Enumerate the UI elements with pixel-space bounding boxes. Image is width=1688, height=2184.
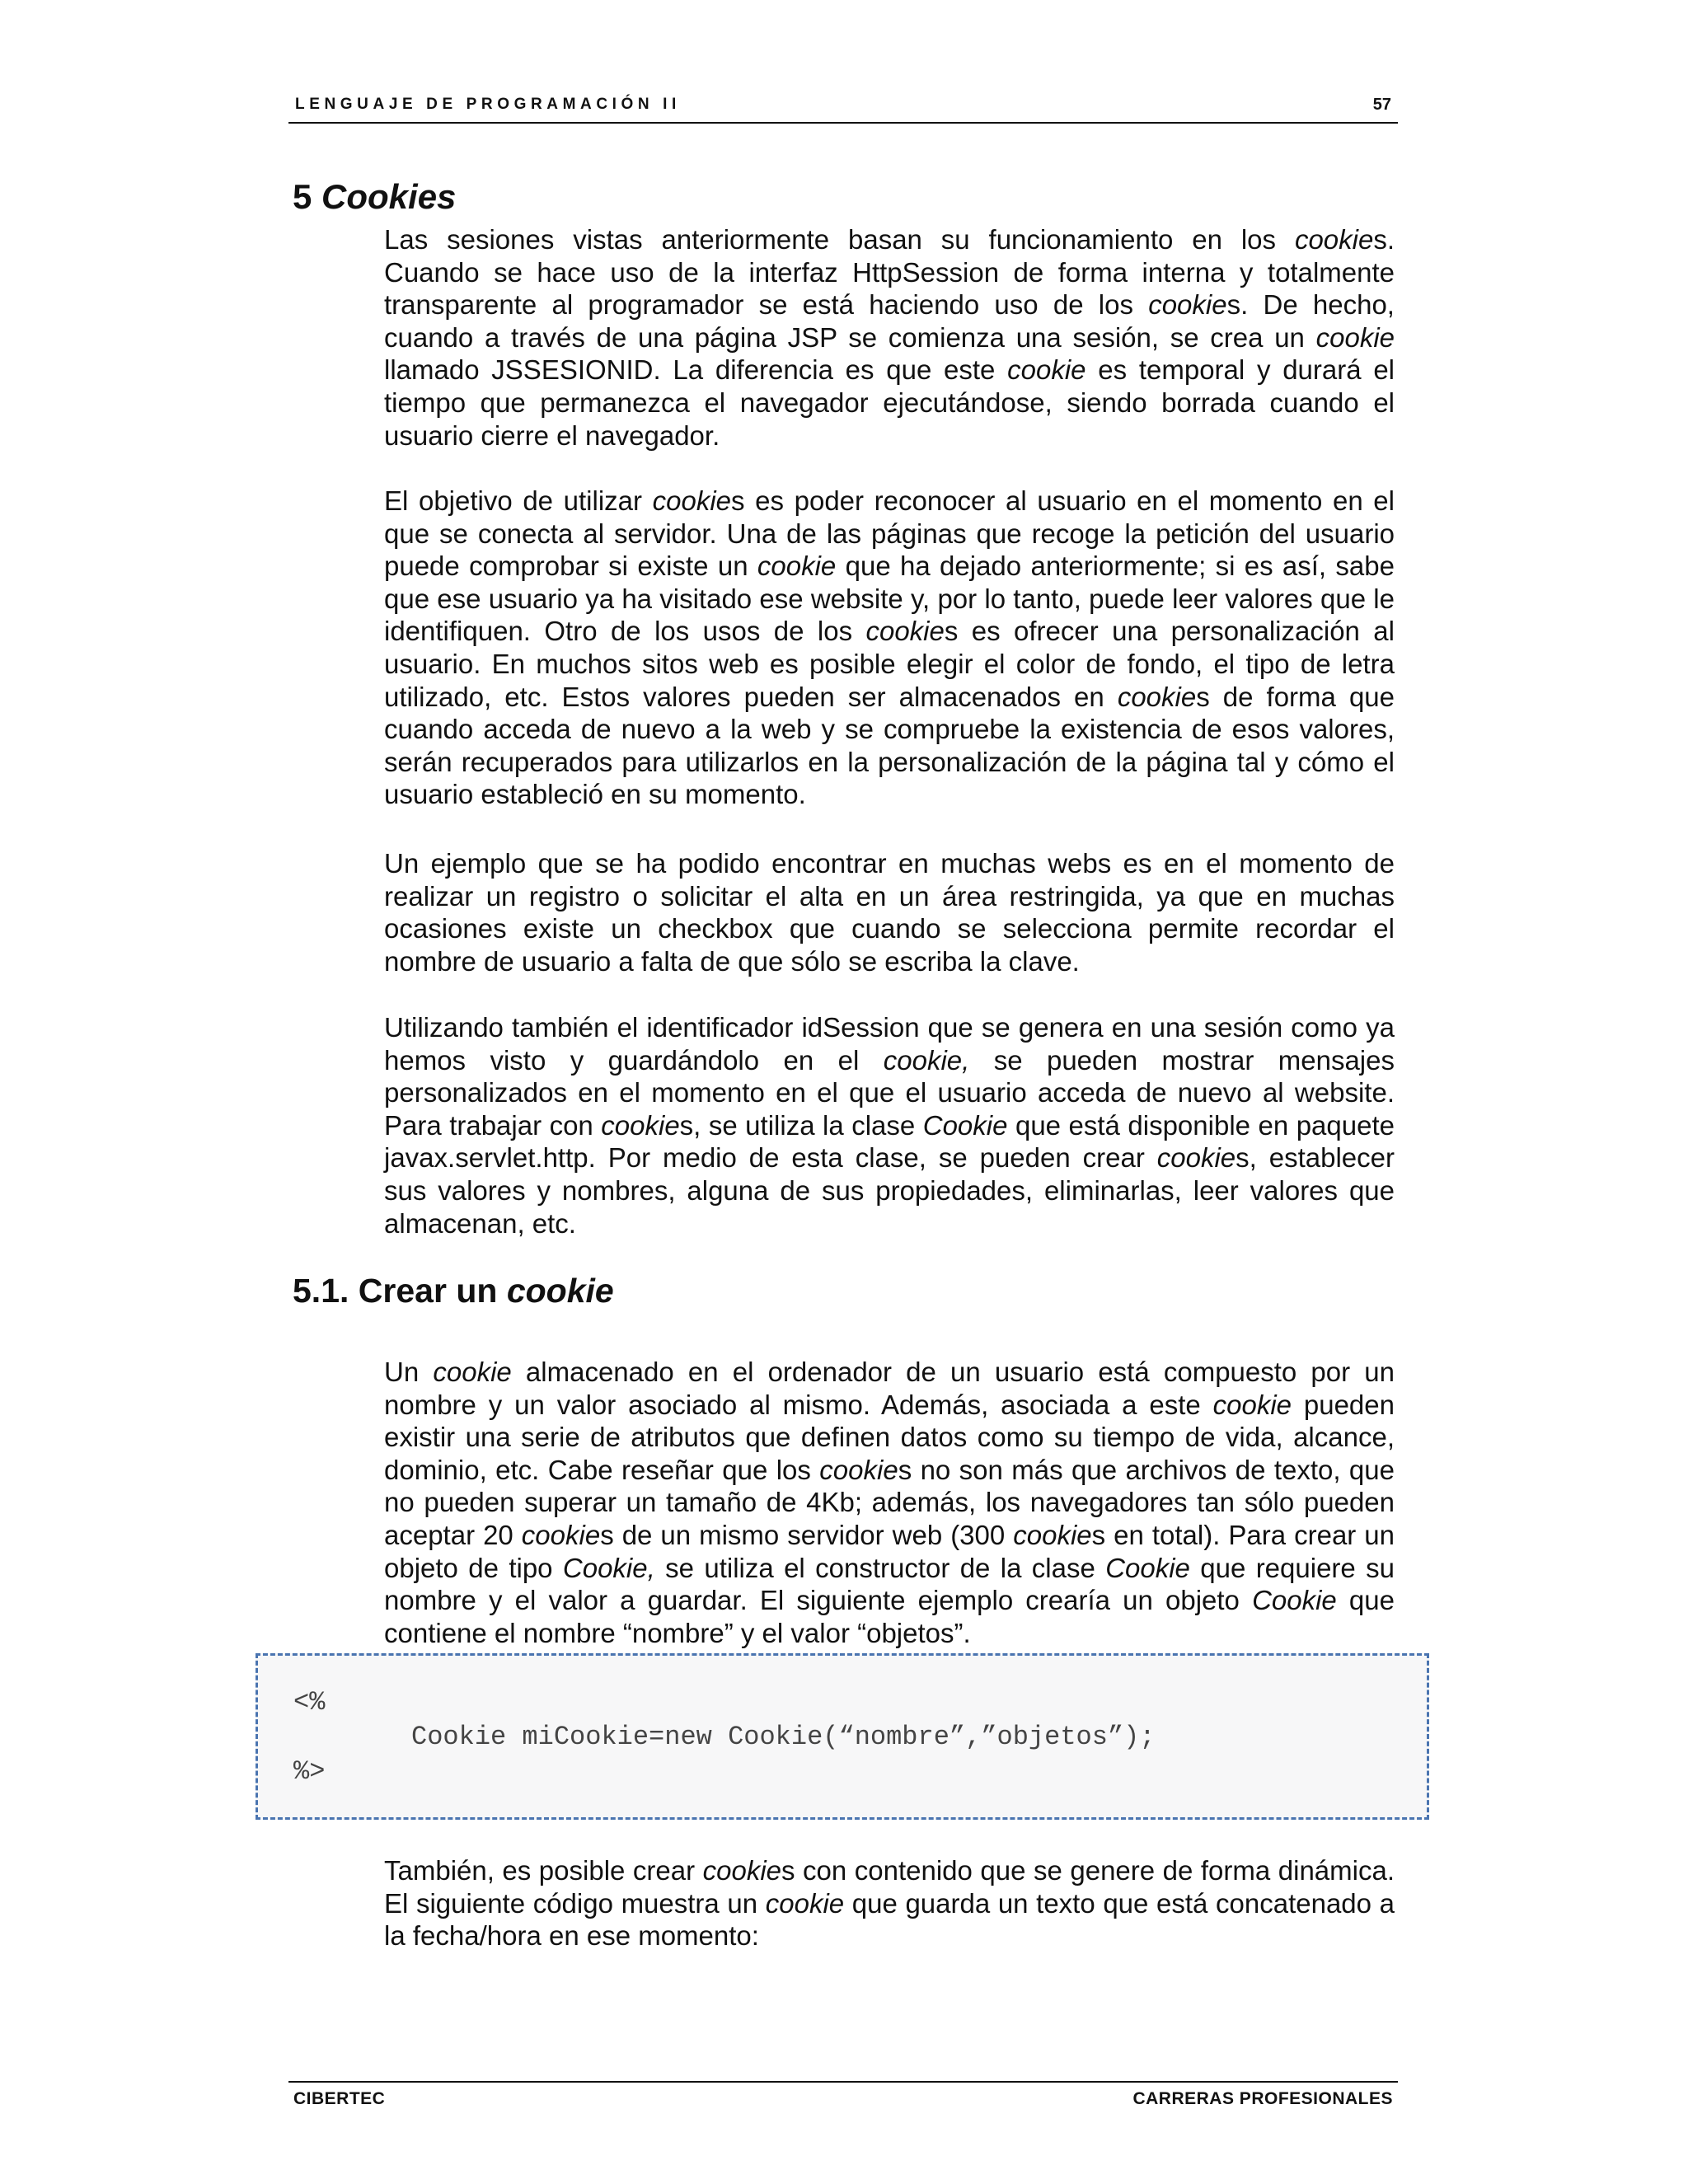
italic-term: cookie [702,1855,782,1886]
page-number: 57 [1372,96,1391,114]
italic-term: cookie [1212,1389,1292,1420]
text-run: llamado JSSESIONID. La diferencia es que este [384,354,1008,386]
italic-term: cookie [1156,1142,1236,1174]
italic-term: cookie [433,1357,512,1387]
text-run: s, establecer sus valores y nombres, alguna de sus propiedades, eliminarlas, leer valores que almacenan, etc. [384,1142,1395,1239]
text-run: almacenado en el ordenador de un usuario está compuesto por un nombre y un valor asociado al mismo. Además, asociada a este [384,1357,1395,1420]
paragraph [384,1854,1395,1952]
header-title: LENGUAJE DE PROGRAMACIÓN II [295,96,681,113]
section-number: 5 [293,177,312,216]
text-run: s con contenido que se genere de forma dinámica. El siguiente código muestra un [384,1855,1395,1919]
subsection-number: 5.1. [293,1272,349,1310]
text-run: se pueden mostrar mensajes personalizados en el momento en el que el usuario acceda de nuevo al website. Para trabajar con [384,1044,1395,1141]
text-run: También, es posible crear [384,1855,703,1886]
text-run: s es poder reconocer al usuario en el momento en el que se conecta al servidor. Una de las páginas que recoge la petición del usuario puede comprobar si existe un [384,485,1395,582]
text-run: que está disponible en paquete javax.servlet.http. Por medio de esta clase, se pueden crear [384,1109,1395,1174]
footer-right: CARRERAS PROFESIONALES [1132,2089,1393,2108]
text-run: que contiene el nombre “nombre” y el valor “objetos”. [384,1585,1395,1648]
page-header [288,92,1398,124]
subsection-heading [293,1274,614,1308]
text-run: se utiliza el constructor de la clase [654,1552,1106,1583]
italic-term: cookie [765,1887,845,1919]
text-run: s es ofrecer una personalización al usuario. En muchos sitos web es posible elegir el color de fondo, el tipo de letra utilizado, etc. Estos valores pueden ser almacenados en [384,616,1395,712]
italic-term: cookie, [883,1044,970,1076]
paragraph [384,485,1395,811]
paragraph [384,1356,1395,1649]
section-title: Cookies [321,177,457,216]
italic-term: cookie [1294,224,1374,255]
italic-term: cookie [521,1519,601,1550]
italic-term: cookie [1148,289,1227,321]
italic-term: cookie [1013,1519,1092,1550]
text-run: s. Cuando se hace uso de la interfaz HttpSession de forma interna y totalmente transparente al programador se está haciendo uso de los [384,224,1395,321]
text-run: Utilizando también el identificador idSession que se genera en una sesión como ya hemos visto y guardándolo en el [384,1012,1395,1076]
paragraph [384,1011,1395,1240]
italic-term: Cookie [1252,1585,1337,1616]
italic-term: cookie [652,485,732,516]
paragraph [384,223,1395,452]
italic-term: cookie [1315,321,1395,353]
code-block [256,1653,1429,1820]
italic-term: cookie [1007,354,1086,386]
text-run: Las sesiones vistas anteriormente basan su funcionamiento en los [384,224,1295,255]
text-run: El objetivo de utilizar [384,485,653,516]
italic-term: cookie [865,616,945,647]
code-close-tag: %> [293,1756,326,1787]
text-run: que ha dejado anteriormente; si es así, sabe que ese usuario ya ha visitado ese website y, por lo tanto, puede leer valores que le identifiquen. Otro de los usos de los [384,551,1395,647]
text-run: s de forma que cuando acceda de nuevo a la web y se compruebe la existencia de esos valores, serán recuperados para utilizarlos en la personalización de la página tal y cómo el usuario estableció en su momento. [384,681,1395,810]
italic-term: cookie [819,1454,898,1485]
paragraph [384,847,1395,977]
text-run: s en total). Para crear un objeto de tipo [384,1519,1395,1583]
italic-term: Cookie [922,1109,1008,1141]
section-heading [293,177,457,216]
text-run: Un ejemplo que se ha podido encontrar en muchas webs es en el momento de realizar un registro o solicitar el alta en un área restringida, ya que en muchas ocasiones existe un checkbox que cuando se selecciona permite recordar el nombre de usuario a falta de que sólo se escriba la clave. [384,848,1395,977]
text-run: s de un mismo servidor web (300 [600,1519,1014,1550]
italic-term: Cookie, [562,1552,655,1583]
text-run: es temporal y durará el tiempo que permanezca el navegador ejecutándose, siendo borrada cuando el usuario cierre el navegador. [384,354,1395,451]
code-open-tag: <% [293,1687,326,1718]
italic-term: Cookie [1105,1552,1190,1583]
code-line: Cookie miCookie=new Cookie(“nombre”,”objetos”); [411,1722,1156,1752]
text-run: pueden existir una serie de atributos que definen datos como su tiempo de vida, alcance, dominio, etc. Cabe reseñar que los [384,1389,1395,1485]
text-run: s. De hecho, cuando a través de una página JSP se comienza una sesión, se crea un [384,289,1395,353]
page-footer [288,2081,1398,2108]
subsection-title: Crear un [358,1272,498,1310]
subsection-title-italic: cookie [506,1272,614,1310]
text-run: Un [384,1357,434,1387]
footer-left: CIBERTEC [293,2089,386,2108]
text-run: s, se utiliza la clase [679,1109,923,1141]
italic-term: cookie [601,1109,680,1141]
text-run: s no son más que archivos de texto, que no pueden superar un tamaño de 4Kb; además, los navegadores tan sólo pueden aceptar 20 [384,1454,1395,1550]
text-run: que guarda un texto que está concatenado a la fecha/hora en ese momento: [384,1887,1395,1952]
text-run: que requiere su nombre y el valor a guardar. El siguiente ejemplo crearía un objeto [384,1552,1395,1616]
italic-term: cookie [757,551,837,582]
italic-term: cookie [1117,681,1197,712]
